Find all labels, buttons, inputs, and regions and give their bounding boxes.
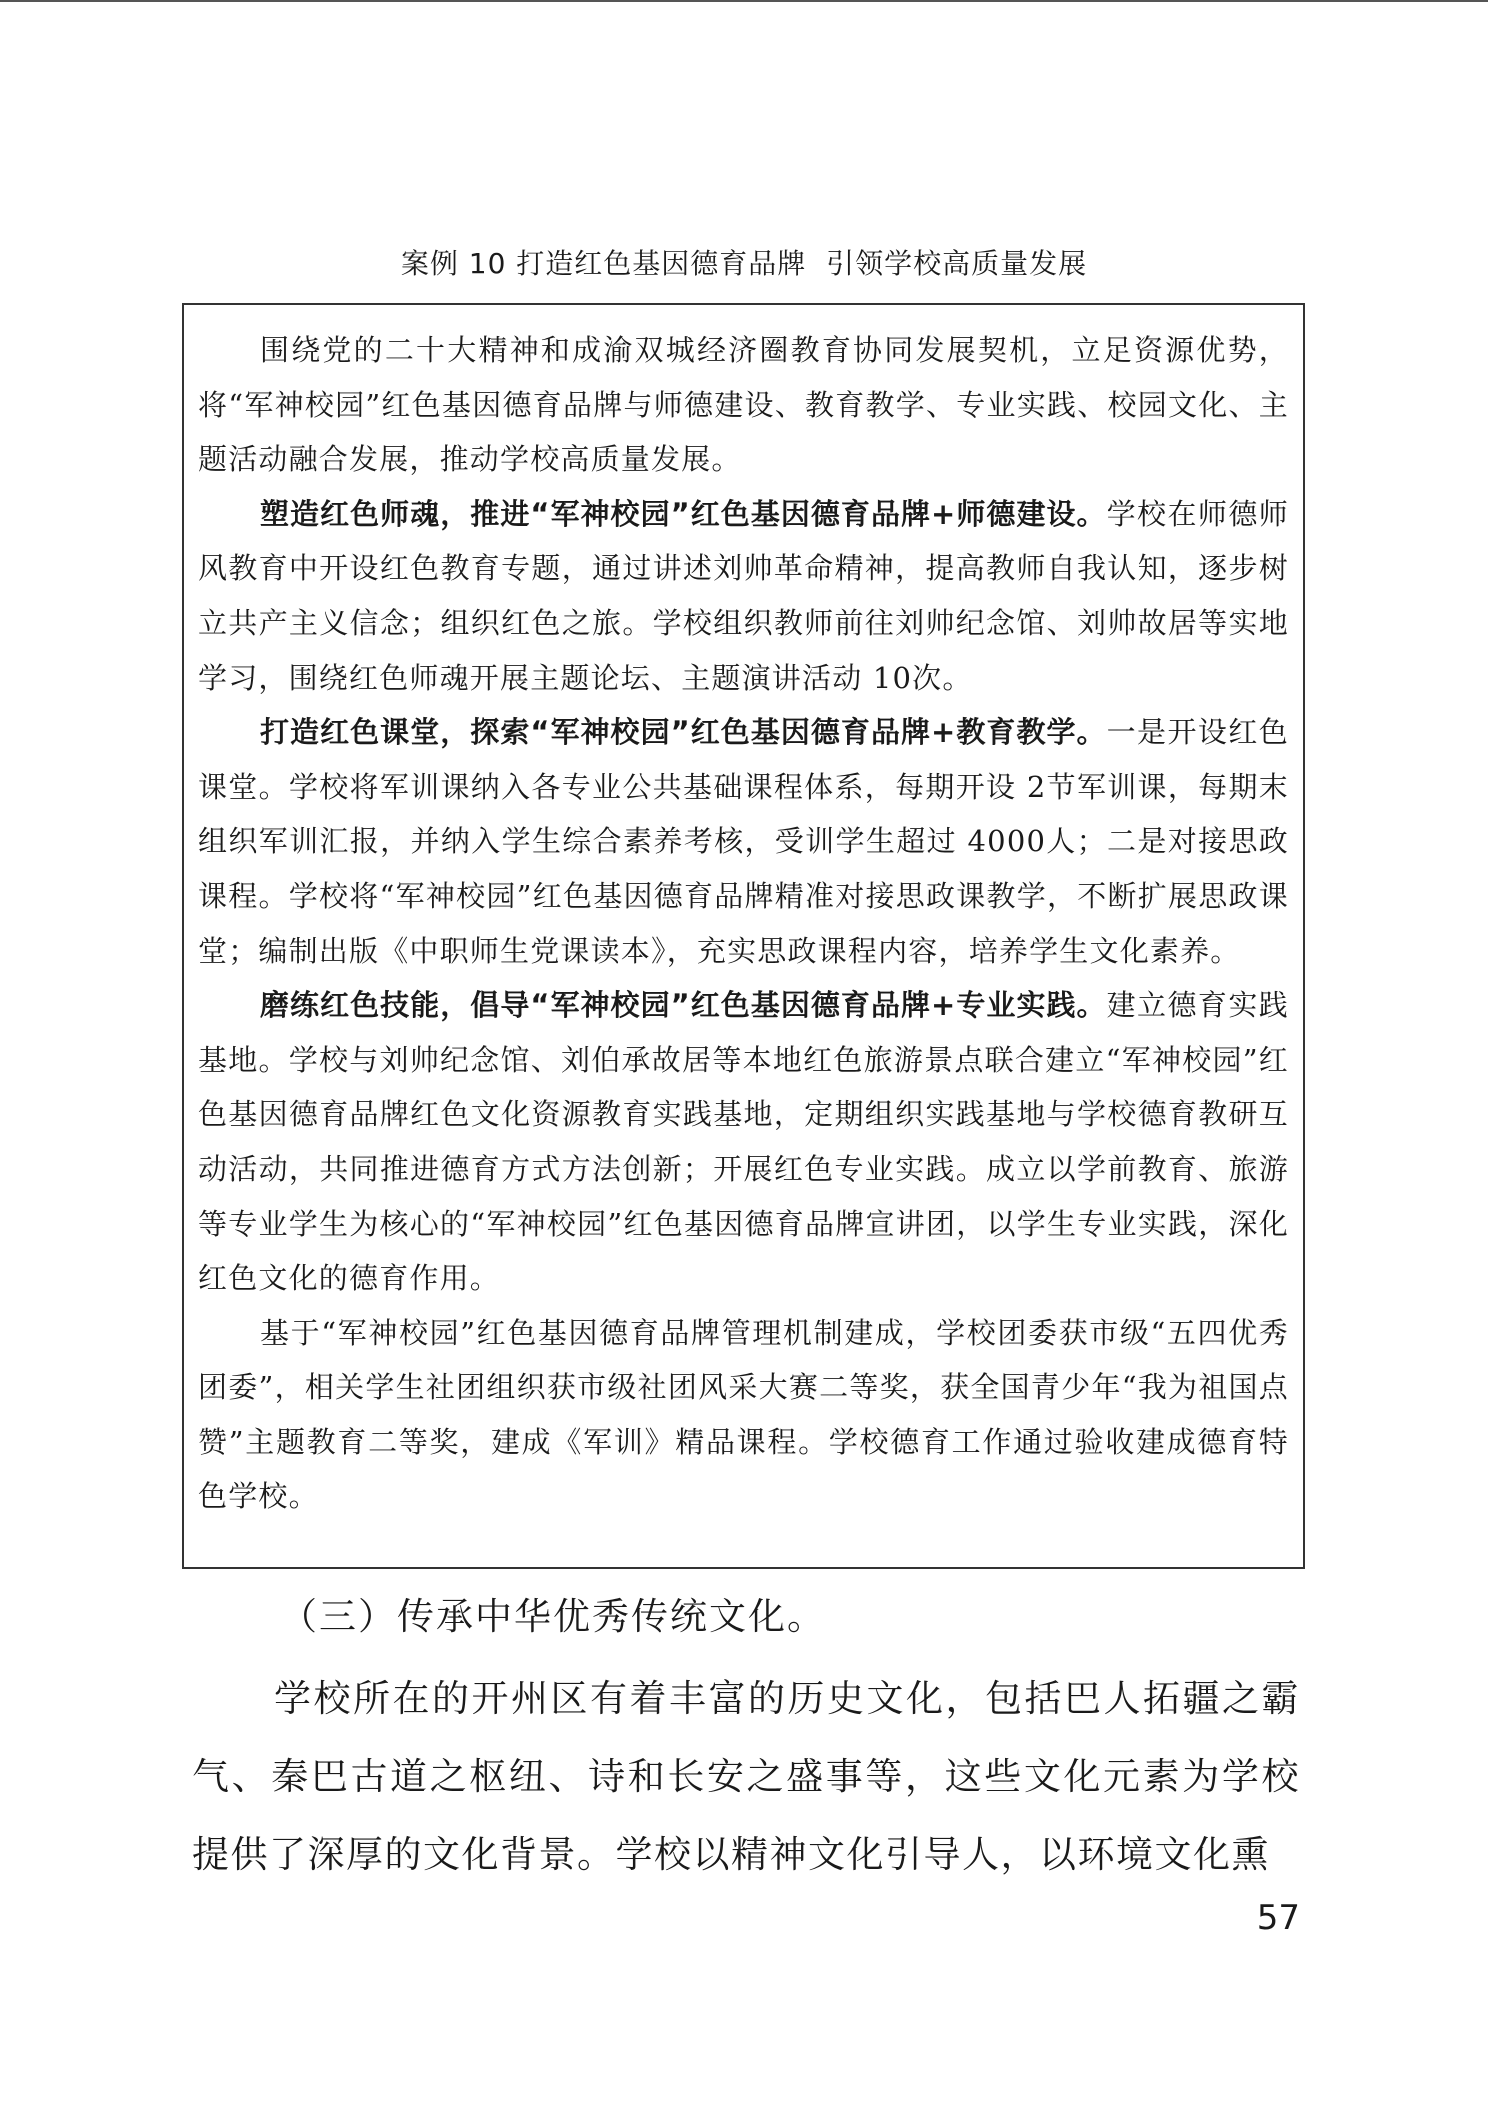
case-paragraph-practice [198, 978, 1289, 1306]
case-paragraph-lead: 磨练红色技能，倡导“军神校园”红色基因德育品牌+专业实践。 [260, 988, 1107, 1023]
case-paragraph-text: 学校在师德师风教育中开设红色教育专题，通过讲述刘帅革命精神，提高教师自我认知，逐步树立共产主义信念；组织红色之旅。学校组织教师前往刘帅纪念馆、刘帅故居等实地学习，围绕红色师魂开展主题论坛、主题演讲活动 10次。 [198, 496, 1289, 695]
page-number: 57 [1256, 1898, 1300, 1938]
case-paragraph-text: 基于“军神校园”红色基因德育品牌管理机制建成，学校团委获市级“五四优秀团委”，相关学生社团组织获市级社团风采大赛二等奖，获全国青少年“我为祖国点赞”主题教育二等奖，建成《军训》精品课程。学校德育工作通过验收建成德育特色学校。 [198, 1315, 1289, 1514]
section-heading: （三）传承中华优秀传统文化。 [280, 1595, 826, 1638]
top-border-rule [0, 0, 1488, 2]
case-paragraph-intro [198, 323, 1289, 487]
body-paragraph: 学校所在的开州区有着丰富的历史文化，包括巴人拓疆之霸气、秦巴古道之枢纽、诗和长安之盛事等，这些文化元素为学校提供了深厚的文化背景。学校以精神文化引导人，以环境文化熏 [192, 1677, 1300, 1876]
case-paragraph-teachers [198, 487, 1289, 705]
case-paragraph-classroom [198, 705, 1289, 978]
case-box [182, 303, 1305, 1569]
case-paragraph-text: 建立德育实践基地。学校与刘帅纪念馆、刘伯承故居等本地红色旅游景点联合建立“军神校园”红色基因德育品牌红色文化资源教育实践基地，定期组织实践基地与学校德育教研互动活动，共同推进德育方式方法创新；开展红色专业实践。成立以学前教育、旅游等专业学生为核心的“军神校园”红色基因德育品牌宣讲团，以学生专业实践，深化红色文化的德育作用。 [198, 988, 1289, 1296]
case-paragraph-text: 一是开设红色课堂。学校将军训课纳入各专业公共基础课程体系，每期开设 2节军训课，每期末组织军训汇报，并纳入学生综合素养考核，受训学生超过 4000人；二是对接思政课程。学校将“军神校园”红色基因德育品牌精准对接思政课教学，不断扩展思政课堂；编制出版《中职师生党课读本》，充实思政课程内容，培养学生文化素养。 [198, 715, 1289, 968]
case-paragraph-lead: 打造红色课堂，探索“军神校园”红色基因德育品牌+教育教学。 [260, 715, 1107, 750]
case-paragraph-lead: 塑造红色师魂，推进“军神校园”红色基因德育品牌+师德建设。 [260, 496, 1107, 531]
case-title: 案例 10 打造红色基因德育品牌 引领学校高质量发展 [400, 247, 1088, 280]
case-paragraph-results [198, 1306, 1289, 1524]
case-paragraph-text: 围绕党的二十大精神和成渝双城经济圈教育协同发展契机，立足资源优势，将“军神校园”红色基因德育品牌与师德建设、教育教学、专业实践、校园文化、主题活动融合发展，推动学校高质量发展。 [198, 333, 1289, 477]
